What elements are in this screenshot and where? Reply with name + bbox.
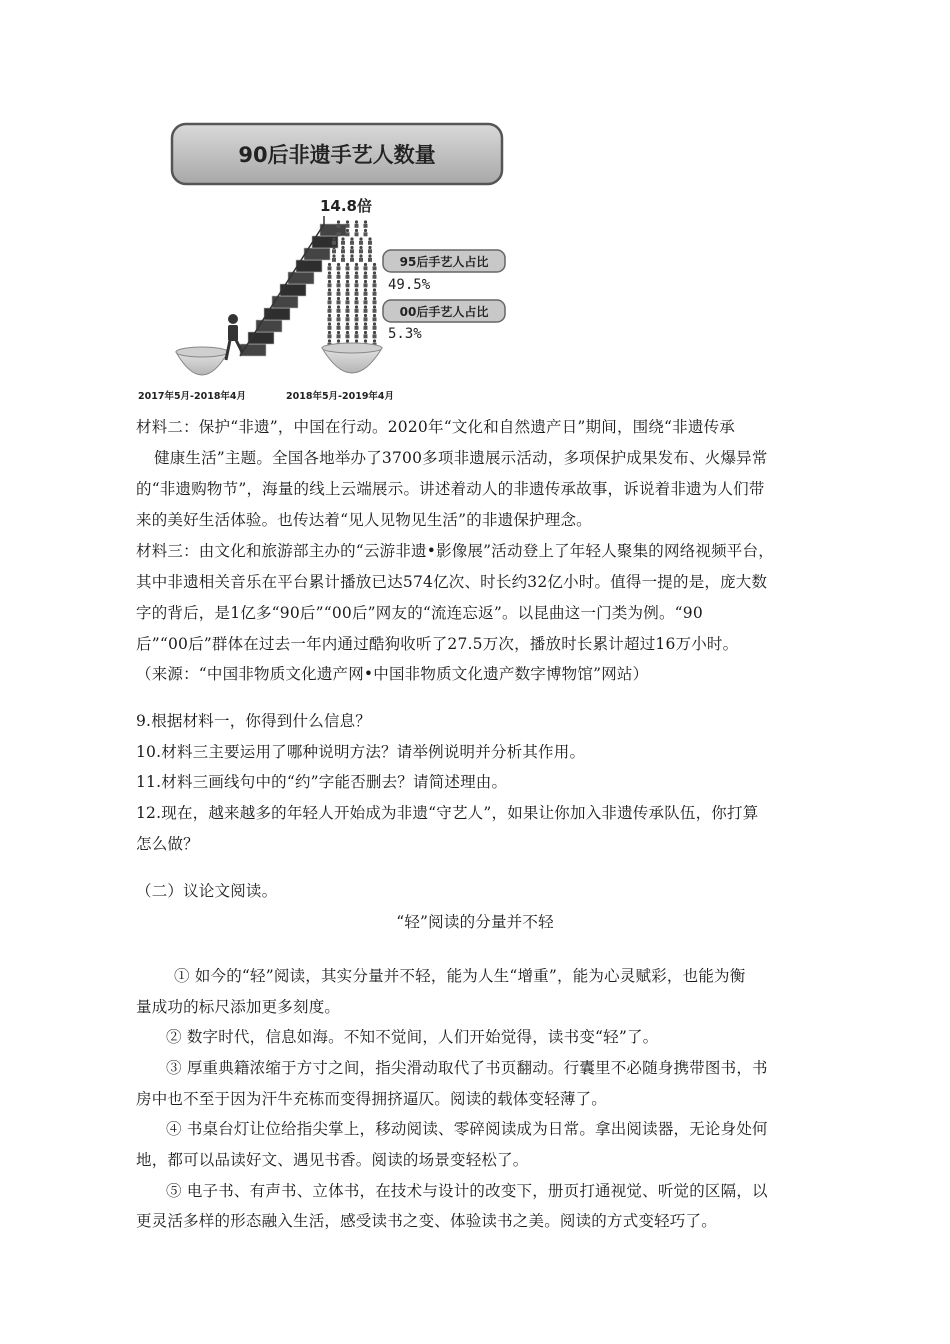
person-body [337, 334, 341, 338]
person-dot [359, 254, 362, 257]
person-body [328, 275, 332, 279]
paragraph-4-line-1: ④ 书桌台灯让位给指尖掌上，移动阅读、零碎阅读成为日常。拿出阅读器，无论身处何 [166, 1120, 768, 1138]
person-dot [346, 220, 349, 223]
person-body [346, 232, 350, 236]
person-body [364, 292, 368, 296]
person-body [364, 224, 368, 228]
person-body [337, 275, 341, 279]
person-dot [368, 237, 371, 240]
person-body [355, 275, 359, 279]
person-body [355, 300, 359, 304]
person-dot [328, 263, 331, 266]
infographic-chart [136, 116, 520, 408]
person-dot [364, 220, 367, 223]
person-dot [346, 305, 349, 308]
person-dot [328, 339, 331, 342]
question-11: 11.材料三画线句中的“约”字能否删去？请简述理由。 [136, 773, 508, 791]
stair-step [264, 308, 290, 320]
person-dot [373, 305, 376, 308]
person-dot [346, 229, 349, 232]
person-body [373, 334, 377, 338]
person-icon [226, 314, 242, 360]
person-dot [337, 229, 340, 232]
person-dot [373, 288, 376, 291]
person-body [328, 309, 332, 313]
person-dot [373, 314, 376, 317]
person-body [328, 300, 332, 304]
person-body [355, 283, 359, 287]
person-dot [341, 237, 344, 240]
person-dot [346, 322, 349, 325]
person-dot [346, 339, 349, 342]
person-body [328, 292, 332, 296]
person-body [373, 300, 377, 304]
person-body [346, 283, 350, 287]
material-2-line-4: 来的美好生活体验。也传达着“见人见物见生活”的非遗保护理念。 [136, 511, 592, 529]
article-title: “轻”阅读的分量并不轻 [396, 913, 554, 931]
person-dot [337, 297, 340, 300]
person-dot [364, 339, 367, 342]
person-dot [364, 263, 367, 266]
paragraph-2: ② 数字时代，信息如海。不知不觉间，人们开始觉得，读书变“轻”了。 [166, 1028, 659, 1046]
person-body [337, 266, 341, 270]
material-3-line-3: 字的背后，是1亿多“90后”“00后”网友的“流连忘返”。以昆曲这一门类为例。“90 [136, 604, 703, 622]
person-body [373, 283, 377, 287]
person-dot [355, 220, 358, 223]
person-body [373, 326, 377, 330]
paragraph-3-line-1: ③ 厚重典籍浓缩于方寸之间，指尖滑动取代了书页翻动。行囊里不必随身携带图书，书 [166, 1059, 768, 1077]
person-body [350, 249, 354, 253]
material-3-line-4: 后”“00后”群体在过去一年内通过酷狗收听了27.5万次，播放时长累计超过16万小时。 [136, 635, 739, 653]
person-dot [373, 271, 376, 274]
person-dot [346, 314, 349, 317]
question-12-line-2: 怎么做？ [136, 835, 199, 853]
person-body [359, 249, 363, 253]
person-body [328, 283, 332, 287]
person-dot [373, 280, 376, 283]
material-2-line-3: 的“非遗购物节”，海量的线上云端展示。讲述着动人的非遗传承故事，诉说着非遗为人们带 [136, 480, 765, 498]
person-dot [355, 271, 358, 274]
person-dot [364, 305, 367, 308]
person-dot [332, 254, 335, 257]
person-body [341, 249, 345, 253]
person-dot [337, 305, 340, 308]
person-dot [328, 271, 331, 274]
person-body [346, 334, 350, 338]
person-dot [328, 305, 331, 308]
person-body [355, 317, 359, 321]
person-body [359, 241, 363, 245]
person-dot [364, 280, 367, 283]
material-3-line-1: 材料三：由文化和旅游部主办的“云游非遗•影像展”活动登上了年轻人聚集的网络视频平台， [136, 542, 774, 560]
person-body [346, 275, 350, 279]
person-dot [364, 322, 367, 325]
person-body [364, 326, 368, 330]
paragraph-5-line-2: 更灵活多样的形态融入生活，感受读书之变、体验读书之美。阅读的方式变轻巧了。 [136, 1212, 717, 1230]
period-2-label: 2018年5月-2019年4月 [286, 391, 395, 402]
person-dot [341, 246, 344, 249]
stair-step [272, 296, 298, 308]
person-dot [373, 322, 376, 325]
person-body [346, 292, 350, 296]
person-body [355, 309, 359, 313]
person-dot [346, 331, 349, 334]
person-dot [337, 263, 340, 266]
person-body [364, 275, 368, 279]
person-dot [355, 288, 358, 291]
person-body [341, 241, 345, 245]
person-body [359, 258, 363, 262]
paragraph-4-line-2: 地，都可以品读好文、遇见书香。阅读的场景变轻松了。 [136, 1151, 529, 1169]
person-dot [355, 280, 358, 283]
person-body [337, 326, 341, 330]
person-body [341, 258, 345, 262]
person-body [364, 266, 368, 270]
person-dot [368, 246, 371, 249]
person-dot [373, 339, 376, 342]
question-10: 10.材料三主要运用了哪种说明方法？请举例说明并分析其作用。 [136, 743, 586, 761]
person-body [364, 232, 368, 236]
person-body [373, 292, 377, 296]
person-body [355, 292, 359, 296]
paragraph-1-line-1: ① 如今的“轻”阅读，其实分量并不轻，能为人生“增重”，能为心灵赋彩，也能为衡 [174, 967, 746, 985]
person-body [346, 224, 350, 228]
person-body [332, 249, 336, 253]
person-dot [337, 220, 340, 223]
person-dot [350, 237, 353, 240]
person-dot [364, 229, 367, 232]
person-dot [355, 305, 358, 308]
person-dot [359, 237, 362, 240]
person-dot [350, 254, 353, 257]
person-dot [337, 271, 340, 274]
person-dot [328, 297, 331, 300]
value-95: 49.5% [388, 277, 431, 293]
person-dot [355, 314, 358, 317]
person-dot [346, 288, 349, 291]
material-2-line-2: 健康生活”主题。全国各地举办了3700多项非遗展示活动，多项保护成果发布、火爆异常 [154, 449, 768, 467]
person-body [328, 317, 332, 321]
person-dot [337, 339, 340, 342]
person-dot [364, 331, 367, 334]
person-dot [355, 229, 358, 232]
section-heading: （二）议论文阅读。 [136, 882, 278, 900]
person-dot [373, 331, 376, 334]
source-line: （来源：“中国非物质文化遗产网•中国非物质文化遗产数字博物馆”网站） [136, 665, 649, 683]
person-body [328, 326, 332, 330]
label-95: 95后手艺人占比 [399, 255, 489, 269]
person-body [350, 258, 354, 262]
person-dot [332, 237, 335, 240]
person-body [368, 241, 372, 245]
person-dot [332, 246, 335, 249]
person-body [355, 232, 359, 236]
person-body [364, 334, 368, 338]
person-dot [355, 331, 358, 334]
person-body [373, 317, 377, 321]
value-00: 5.3% [388, 326, 422, 342]
person-dot [328, 331, 331, 334]
person-dot [364, 271, 367, 274]
person-dot [359, 246, 362, 249]
person-dot [373, 263, 376, 266]
person-body [346, 300, 350, 304]
person-dot [337, 331, 340, 334]
person-body [368, 249, 372, 253]
person-dot [355, 339, 358, 342]
person-body [346, 309, 350, 313]
person-body [332, 258, 336, 262]
person-dot [337, 314, 340, 317]
person-dot [328, 280, 331, 283]
person-dot [337, 280, 340, 283]
person-dot [328, 314, 331, 317]
paragraph-1-line-2: 量成功的标尺添加更多刻度。 [136, 998, 341, 1016]
person-dot [337, 322, 340, 325]
person-dot [341, 254, 344, 257]
person-body [364, 300, 368, 304]
person-dot [368, 254, 371, 257]
person-body [355, 326, 359, 330]
paragraph-5-line-1: ⑤ 电子书、有声书、立体书，在技术与设计的改变下，册页打通视觉、听觉的区隔，以 [166, 1182, 768, 1200]
person-dot [364, 314, 367, 317]
person-body [337, 292, 341, 296]
person-dot [350, 246, 353, 249]
multiplier-label: 14.8倍 [319, 197, 373, 215]
infographic-title: 90后非遗手艺人数量 [238, 143, 436, 167]
person-body [355, 224, 359, 228]
person-body [337, 300, 341, 304]
person-dot [328, 288, 331, 291]
person-dot [355, 297, 358, 300]
person-dot [337, 288, 340, 291]
people-column [328, 220, 377, 346]
person-body [355, 266, 359, 270]
person-dot [355, 263, 358, 266]
person-dot [328, 322, 331, 325]
person-dot [346, 271, 349, 274]
person-body [332, 241, 336, 245]
person-body [337, 224, 341, 228]
person-body [373, 309, 377, 313]
stair-step [320, 224, 346, 236]
person-body [346, 266, 350, 270]
person-dot [355, 322, 358, 325]
person-dot [373, 297, 376, 300]
person-body [373, 266, 377, 270]
person-dot [346, 263, 349, 266]
person-body [364, 309, 368, 313]
material-3-line-2: 其中非遗相关音乐在平台累计播放已达574亿次、时长约32亿小时。值得一提的是，庞大数 [136, 573, 768, 591]
person-body [346, 317, 350, 321]
person-dot [346, 280, 349, 283]
person-dot [364, 297, 367, 300]
person-body [364, 317, 368, 321]
question-12-line-1: 12.现在，越来越多的年轻人开始成为非遗“守艺人”，如果让你加入非遗传承队伍，你打算 [136, 804, 759, 822]
person-body [337, 317, 341, 321]
question-9: 9.根据材料一，你得到什么信息？ [136, 712, 371, 730]
person-body [373, 275, 377, 279]
person-body [368, 258, 372, 262]
person-body [328, 266, 332, 270]
person-body [337, 232, 341, 236]
person-body [355, 334, 359, 338]
person-body [364, 283, 368, 287]
paragraph-3-line-2: 房中也不至于因为汗牛充栋而变得拥挤逼仄。阅读的载体变轻薄了。 [136, 1090, 608, 1108]
person-body [337, 309, 341, 313]
person-dot [346, 297, 349, 300]
material-2-line-1: 材料二：保护“非遗”，中国在行动。2020年“文化和自然遗产日”期间，围绕“非遗传承 [136, 418, 735, 436]
person-body [346, 326, 350, 330]
person-dot [364, 288, 367, 291]
person-body [337, 283, 341, 287]
label-00: 00后手艺人占比 [399, 305, 489, 319]
person-body [328, 334, 332, 338]
period-1-label: 2017年5月-2018年4月 [138, 391, 247, 402]
person-body [350, 241, 354, 245]
